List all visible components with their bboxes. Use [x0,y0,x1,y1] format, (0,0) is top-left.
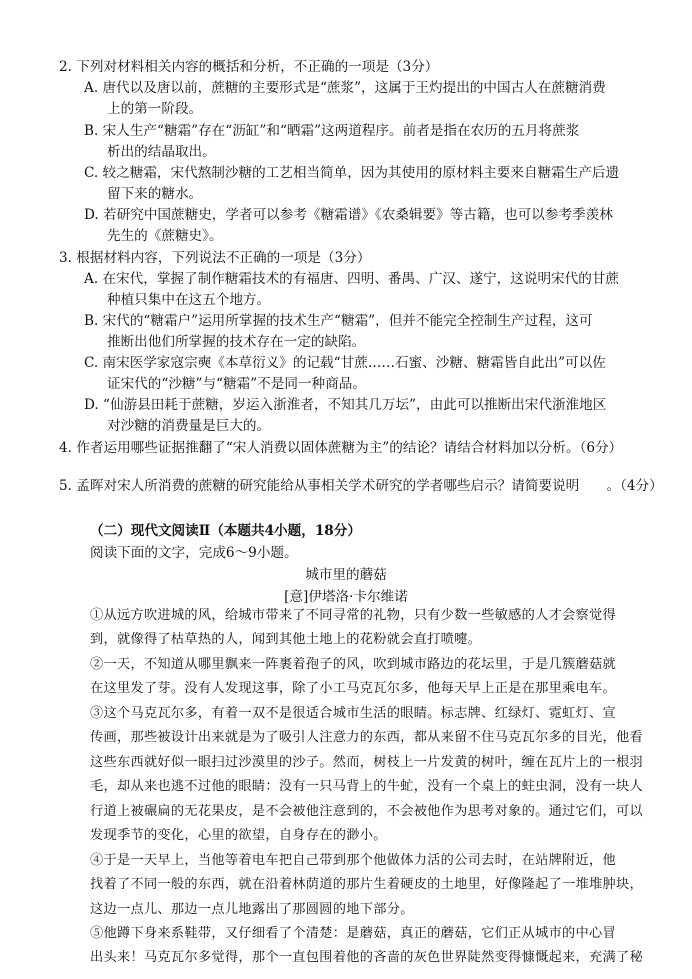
question-2-stem: 2. 下列对材料相关内容的概括和分析，不正确的一项是（3分） [59,59,439,75]
paragraph-line: 行道上被碾扁的无花果皮，是不会被他注意到的，不会被他作为思考对象的。通过它们，可以 [90,803,643,819]
paragraph-line: ②一天，不知道从哪里飘来一阵裹着孢子的风，吹到城市路边的花坛里，于是几簇蘑菇就 [90,657,617,672]
question-4: 4. 作者运用哪些证据推翻了“宋人消费以固体蔗糖为主”的结论？请结合材料加以分析。（6分） [59,440,623,456]
q2-option-a: A. 唐代以及唐以前，蔗糖的主要形式是“蔗浆”，这属于王灼提出的中国古人在蔗糖消费 [84,80,606,96]
q2-option-b: B. 宋人生产“糖霜”存在“沥缸”和“晒霜”这两道程序。前者是指在农历的五月将蔗浆 [84,123,580,139]
q2-option-a-cont: 上的第一阶段。 [107,101,203,117]
paragraph-line: ③这个马克瓦尔多，有着一双不是很适合城市生活的眼睛。标志牌、红绿灯、霓虹灯、宣 [90,706,617,721]
paragraph-line: 发现季节的变化，心里的欲望，自身存在的渺小。 [90,828,387,844]
q2-option-c-cont: 留下来的糖水。 [107,186,203,202]
paragraph-line: 这边一点儿、那边一点儿地露出了那圆圆的地下部分。 [90,901,414,917]
question-3-stem: 3. 根据材料内容，下列说法不正确的一项是（3分） [59,250,371,266]
q3-option-b: B. 宋代的“糖霜户”运用所掌握的技术生产“糖霜”，但并不能完全控制生产过程，这可 [84,313,593,329]
paragraph-line: 毛，却从来也逃不过他的眼睛：没有一只马背上的牛虻，没有一个桌上的蛀虫洞，没有一块人 [90,779,643,795]
q3-option-c-cont: 证宋代的“沙糖”与“糖霜”不是同一种商品。 [107,376,366,392]
section-heading: （二）现代文阅读Ⅱ（本题共4小题，18分） [90,523,361,539]
q3-option-a: A. 在宋代，掌握了制作糖霜技术的有福唐、四明、番禺、广汉、遂宁，这说明宋代的甘蔗 [84,271,620,287]
article-paragraph-5 [90,922,662,971]
q3-option-a-cont: 种植只集中在这五个地方。 [107,292,271,308]
article-paragraph-4 [90,849,662,922]
paragraph-line: ⑤他蹲下身来系鞋带，又仔细看了个清楚：是蘑菇，真正的蘑菇，它们正从城市的中心冒 [90,926,617,941]
paragraph-line: 找着了不同一般的东西，就在沿着林荫道的那片生着硬皮的土地里，好像隆起了一堆堆肿块， [90,877,643,893]
paragraph-line: 到，就像得了枯草热的人，闻到其他土地上的花粉就会直打喷嚏。 [90,632,482,648]
paragraph-line: 传画，那些被设计出来就是为了吸引人注意力的东西，都从来留不住马克瓦尔多的目光，他看 [90,730,643,746]
reading-instruction: 阅读下面的文字，完成6～9小题。 [90,545,298,561]
paragraph-line: 在这里发了芽。没有人发现这事，除了小工马克瓦尔多，他每天早上正是在那里乘电车。 [90,681,617,697]
article-paragraph-2 [90,653,662,702]
q3-option-d-cont: 对沙糖的消费量是巨大的。 [107,418,271,434]
article-paragraph-1 [90,604,662,653]
q2-option-c: C. 较之糖霜，宋代熬制沙糖的工艺相当简单，因为其使用的原材料主要来自糖霜生产后遗 [84,165,620,181]
paragraph-line: 这些东西就好似一眼扫过沙漠里的沙子。然而，树枝上一片发黄的树叶，缠在瓦片上的一根羽 [90,754,643,770]
article-paragraph-3 [90,702,662,848]
q3-option-d: D. “仙游县田耗于蔗糖，岁运入浙淮者，不知其几万坛”，由此可以推断出宋代浙淮地区 [84,397,607,413]
paragraph-line: 出头来！马克瓦尔多觉得，那个一直包围着他的吝啬的灰色世界陡然变得慷慨起来，充满了秘 [90,950,643,966]
paragraph-line: ①从远方吹进城的风，给城市带来了不同寻常的礼物，只有少数一些敏感的人才会察觉得 [90,608,617,623]
q3-option-b-cont: 推断出他们所掌握的技术存在一定的缺陷。 [107,334,366,350]
q2-option-d: D. 若研究中国蔗糖史，学者可以参考《糖霜谱》《农桑辑要》等古籍，也可以参考季羡林 [84,207,613,223]
paragraph-line: ④于是一天早上，当他等着电车把自己带到那个他做体力活的公司去时，在站牌附近，他 [90,853,617,868]
article-title: 城市里的蘑菇 [305,567,387,583]
question-5: 5. 孟晖对宋人所消费的蔗糖的研究能给从事相关学术研究的学者哪些启示？请简要说明 。（4分） [59,478,663,494]
q2-option-b-cont: 析出的结晶取出。 [107,144,216,160]
q2-option-d-cont: 先生的《蔗糖史》。 [107,228,223,244]
article-author: [意]伊塔洛·卡尔维诺 [284,589,408,605]
q3-option-c: C. 南宋医学家寇宗奭《本草衍义》的记载“甘蔗……石蜜、沙糖、糖霜皆自此出”可以佐 [84,355,606,371]
